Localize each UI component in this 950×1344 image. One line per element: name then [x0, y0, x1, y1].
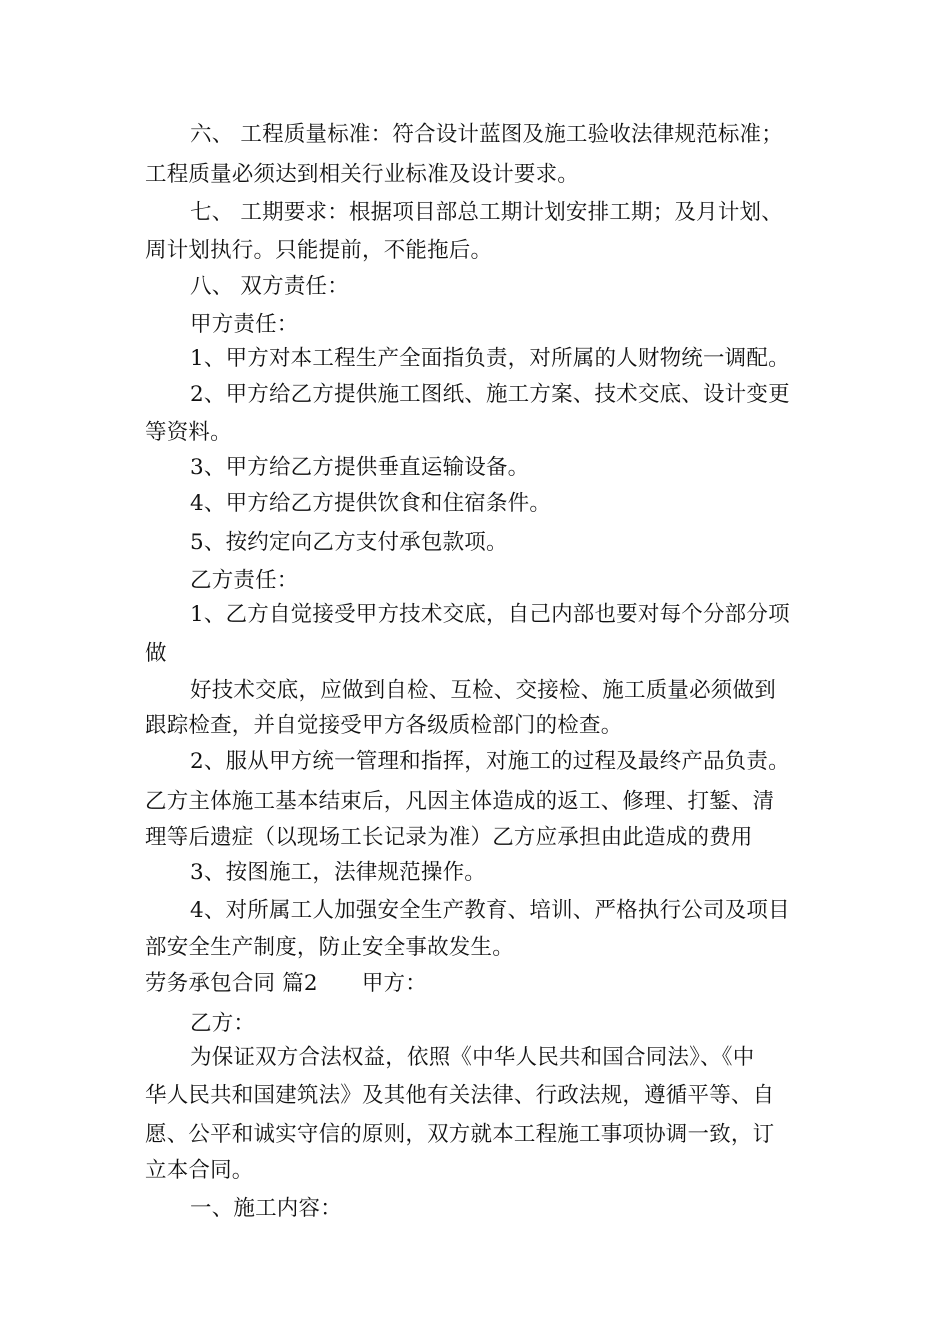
section-title: 劳务承包合同 篇2: [145, 971, 318, 996]
paragraph-line: 愿、公平和诚实守信的原则，双方就本工程施工事项协调一致，订: [145, 1122, 775, 1147]
party-b-label: 乙方：: [190, 1011, 256, 1036]
subsection-heading: 乙方责任：: [190, 568, 299, 593]
paragraph-line: 乙方主体施工基本结束后，凡因主体造成的返工、修理、打錾、清: [145, 789, 775, 814]
paragraph-line: 周计划执行。只能提前，不能拖后。: [145, 238, 493, 263]
paragraph-line: 做: [145, 641, 167, 666]
list-item: 1、甲方对本工程生产全面指负责，对所属的人财物统一调配。: [190, 346, 790, 371]
list-item: 4、对所属工人加强安全生产教育、培训、严格执行公司及项目: [190, 898, 790, 923]
section-heading: 八、 双方责任：: [190, 274, 349, 299]
paragraph-line: 华人民共和国建筑法》及其他有关法律、行政法规，遵循平等、自: [145, 1083, 775, 1108]
paragraph-line: 好技术交底，应做到自检、互检、交接检、施工质量必须做到: [190, 678, 776, 703]
list-item: 2、甲方给乙方提供施工图纸、施工方案、技术交底、设计变更: [190, 382, 790, 407]
list-item: 1、乙方自觉接受甲方技术交底，自己内部也要对每个分部分项: [190, 602, 790, 627]
list-item: 5、按约定向乙方支付承包款项。: [190, 530, 508, 555]
paragraph-line: 为保证双方合法权益，依照《中华人民共和国合同法》、《中: [190, 1045, 755, 1070]
paragraph-line: 工程质量必须达到相关行业标准及设计要求。: [145, 162, 580, 187]
paragraph-line: 部安全生产制度，防止安全事故发生。: [145, 935, 514, 960]
section-title-row: [145, 970, 427, 998]
paragraph-line: 等资料。: [145, 420, 232, 445]
paragraph-line: 六、 工程质量标准：符合设计蓝图及施工验收法律规范标准；: [190, 122, 783, 147]
paragraph-line: 七、 工期要求：根据项目部总工期计划安排工期；及月计划、: [190, 200, 783, 225]
list-item: 4、甲方给乙方提供饮食和住宿条件。: [190, 491, 552, 516]
paragraph-line: 跟踪检查，并自觉接受甲方各级质检部门的检查。: [145, 713, 623, 738]
list-item: 2、服从甲方统一管理和指挥，对施工的过程及最终产品负责。: [190, 749, 790, 774]
subsection-heading: 甲方责任：: [190, 312, 299, 337]
paragraph-line: 理等后遗症（以现场工长记录为准）乙方应承担由此造成的费用: [145, 825, 753, 850]
list-item: 3、甲方给乙方提供垂直运输设备。: [190, 455, 530, 480]
list-item: 3、按图施工，法律规范操作。: [190, 860, 486, 885]
party-a-label: 甲方：: [361, 971, 427, 996]
section-heading: 一、施工内容：: [190, 1196, 342, 1221]
paragraph-line: 立本合同。: [145, 1158, 254, 1183]
